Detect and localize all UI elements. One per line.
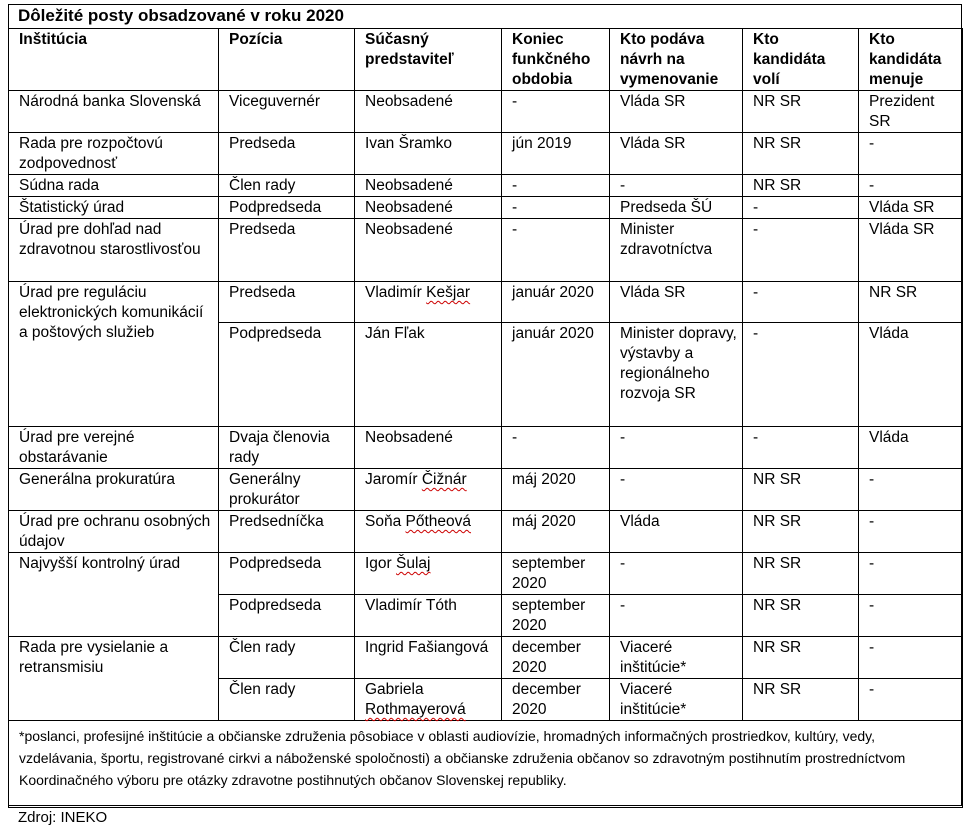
cell-appointer: Prezident SR bbox=[859, 91, 963, 133]
cell-term-end: december 2020 bbox=[502, 679, 610, 721]
cell-term-end: január 2020 bbox=[502, 282, 610, 323]
cell-elector: NR SR bbox=[743, 595, 859, 637]
cell-proposer: Minister zdravotníctva bbox=[610, 219, 743, 282]
cell-proposer: Vláda SR bbox=[610, 282, 743, 323]
cell-appointer: Vláda bbox=[859, 427, 963, 469]
footnote: *poslanci, profesijné inštitúcie a občianske združenia pôsobiace v oblasti audiovízie, hromadných informačných prostriedkov, kultúry, vedy, vzdelávania, športu, registrované cirkvi a náboženské spoločnosti) a občianske združenia občanov so zdravotným postihnutím prostredníctvom Koordinačného výboru pre otázky zdravotne postihnutých občanov Slovenskej republiky. bbox=[9, 721, 963, 808]
cell-position: Podpredseda bbox=[219, 595, 355, 637]
cell-institution: Úrad pre reguláciu elektronických komunikácií a poštových služieb bbox=[9, 282, 219, 427]
cell-appointer: - bbox=[859, 595, 963, 637]
cell-elector: - bbox=[743, 197, 859, 219]
cell-elector: NR SR bbox=[743, 469, 859, 511]
cell-institution: Národná banka Slovenská bbox=[9, 91, 219, 133]
cell-position: Člen rady bbox=[219, 679, 355, 721]
cell-person: Ivan Šramko bbox=[355, 133, 502, 175]
cell-position: Podpredseda bbox=[219, 197, 355, 219]
cell-position: Podpredseda bbox=[219, 553, 355, 595]
cell-elector: NR SR bbox=[743, 679, 859, 721]
cell-term-end: - bbox=[502, 175, 610, 197]
header-cell: Pozícia bbox=[219, 29, 355, 91]
header-cell: Súčasný predstaviteľ bbox=[355, 29, 502, 91]
person-last-name: Šulaj bbox=[396, 555, 431, 572]
cell-person: Neobsadené bbox=[355, 197, 502, 219]
cell-proposer: - bbox=[610, 595, 743, 637]
cell-person bbox=[355, 679, 502, 721]
person-first-name: Ingrid bbox=[365, 639, 409, 656]
cell-term-end: september 2020 bbox=[502, 553, 610, 595]
table-row bbox=[9, 637, 963, 679]
cell-person: Neobsadené bbox=[355, 427, 502, 469]
cell-position: Člen rady bbox=[219, 175, 355, 197]
cell-term-end: september 2020 bbox=[502, 595, 610, 637]
cell-person bbox=[355, 553, 502, 595]
cell-appointer: Vláda bbox=[859, 323, 963, 427]
cell-person: Neobsadené bbox=[355, 219, 502, 282]
person-first-name: Igor bbox=[365, 555, 397, 572]
table-row bbox=[9, 175, 963, 197]
table-row bbox=[9, 197, 963, 219]
cell-person bbox=[355, 282, 502, 323]
table-row bbox=[9, 133, 963, 175]
cell-elector: NR SR bbox=[743, 91, 859, 133]
cell-appointer: - bbox=[859, 469, 963, 511]
cell-proposer: Vláda SR bbox=[610, 133, 743, 175]
cell-term-end: - bbox=[502, 219, 610, 282]
header-cell: Kto podáva návrh na vymenovanie bbox=[610, 29, 743, 91]
positions-table bbox=[8, 28, 963, 808]
cell-appointer: - bbox=[859, 511, 963, 553]
cell-person bbox=[355, 637, 502, 679]
cell-institution: Úrad pre verejné obstarávanie bbox=[9, 427, 219, 469]
cell-institution: Rada pre vysielanie a retransmisiu bbox=[9, 637, 219, 721]
cell-elector: - bbox=[743, 323, 859, 427]
cell-position: Dvaja členovia rady bbox=[219, 427, 355, 469]
cell-elector: NR SR bbox=[743, 133, 859, 175]
cell-term-end: január 2020 bbox=[502, 323, 610, 427]
cell-position: Viceguvernér bbox=[219, 91, 355, 133]
cell-appointer: - bbox=[859, 133, 963, 175]
cell-term-end: máj 2020 bbox=[502, 469, 610, 511]
cell-proposer: Viaceré inštitúcie* bbox=[610, 637, 743, 679]
table-row bbox=[9, 282, 963, 323]
cell-proposer: Vláda bbox=[610, 511, 743, 553]
table-row bbox=[9, 511, 963, 553]
cell-elector: - bbox=[743, 427, 859, 469]
cell-institution: Najvyšší kontrolný úrad bbox=[9, 553, 219, 637]
cell-appointer: - bbox=[859, 175, 963, 197]
cell-term-end: - bbox=[502, 197, 610, 219]
cell-institution: Generálna prokuratúra bbox=[9, 469, 219, 511]
cell-person: Vladimír Tóth bbox=[355, 595, 502, 637]
cell-institution: Rada pre rozpočtovú zodpovednosť bbox=[9, 133, 219, 175]
person-last-name: Fašiangová bbox=[408, 639, 489, 656]
cell-elector: NR SR bbox=[743, 553, 859, 595]
cell-person bbox=[355, 511, 502, 553]
table-row bbox=[9, 219, 963, 282]
table-row bbox=[9, 91, 963, 133]
cell-proposer: Viaceré inštitúcie* bbox=[610, 679, 743, 721]
cell-person bbox=[355, 469, 502, 511]
table-title: Dôležité posty obsadzované v roku 2020 bbox=[18, 6, 344, 25]
cell-position: Podpredseda bbox=[219, 323, 355, 427]
cell-institution: Súdna rada bbox=[9, 175, 219, 197]
cell-term-end: - bbox=[502, 91, 610, 133]
person-last-name: Pőtheová bbox=[405, 513, 472, 530]
person-first-name: Soňa bbox=[365, 513, 406, 530]
cell-elector: NR SR bbox=[743, 637, 859, 679]
cell-term-end: jún 2019 bbox=[502, 133, 610, 175]
cell-institution: Úrad pre ochranu osobných údajov bbox=[9, 511, 219, 553]
cell-institution: Úrad pre dohľad nad zdravotnou starostlivosťou bbox=[9, 219, 219, 282]
cell-institution: Štatistický úrad bbox=[9, 197, 219, 219]
cell-proposer: - bbox=[610, 469, 743, 511]
cell-appointer: Vláda SR bbox=[859, 197, 963, 219]
cell-elector: NR SR bbox=[743, 175, 859, 197]
header-row bbox=[9, 29, 963, 91]
cell-term-end: máj 2020 bbox=[502, 511, 610, 553]
cell-proposer: - bbox=[610, 427, 743, 469]
header-cell: Koniec funkčného obdobia bbox=[502, 29, 610, 91]
cell-appointer: - bbox=[859, 553, 963, 595]
cell-appointer: - bbox=[859, 679, 963, 721]
person-first-name: Jaromír bbox=[365, 471, 422, 488]
table-row bbox=[9, 553, 963, 595]
person-last-name: Čižnár bbox=[421, 471, 467, 488]
cell-proposer: - bbox=[610, 553, 743, 595]
cell-elector: - bbox=[743, 282, 859, 323]
cell-appointer: - bbox=[859, 637, 963, 679]
cell-position: Generálny prokurátor bbox=[219, 469, 355, 511]
cell-person: Neobsadené bbox=[355, 91, 502, 133]
cell-term-end: - bbox=[502, 427, 610, 469]
cell-elector: - bbox=[743, 219, 859, 282]
source-note: Zdroj: INEKO bbox=[18, 809, 108, 826]
cell-position: Predseda bbox=[219, 219, 355, 282]
header-cell: Inštitúcia bbox=[9, 29, 219, 91]
cell-position: Člen rady bbox=[219, 637, 355, 679]
cell-appointer: NR SR bbox=[859, 282, 963, 323]
cell-proposer: Minister dopravy, výstavby a regionálneho rozvoja SR bbox=[610, 323, 743, 427]
cell-proposer: Vláda SR bbox=[610, 91, 743, 133]
person-first-name: Gabriela bbox=[365, 681, 424, 698]
cell-position: Predsedníčka bbox=[219, 511, 355, 553]
cell-proposer: Predseda ŠÚ bbox=[610, 197, 743, 219]
footnote-row bbox=[9, 721, 963, 808]
table-row bbox=[9, 469, 963, 511]
person-first-name: Vladimír bbox=[365, 284, 427, 301]
header-cell: Kto kandidáta menuje bbox=[859, 29, 963, 91]
cell-appointer: Vláda SR bbox=[859, 219, 963, 282]
cell-position: Predseda bbox=[219, 282, 355, 323]
header-cell: Kto kandidáta volí bbox=[743, 29, 859, 91]
cell-person: Neobsadené bbox=[355, 175, 502, 197]
cell-position: Predseda bbox=[219, 133, 355, 175]
table-row bbox=[9, 427, 963, 469]
cell-proposer: - bbox=[610, 175, 743, 197]
person-last-name: Rothmayerová bbox=[365, 701, 466, 718]
person-last-name: Kešjar bbox=[426, 284, 471, 301]
cell-person: Ján Fľak bbox=[355, 323, 502, 427]
cell-elector: NR SR bbox=[743, 511, 859, 553]
cell-term-end: december 2020 bbox=[502, 637, 610, 679]
